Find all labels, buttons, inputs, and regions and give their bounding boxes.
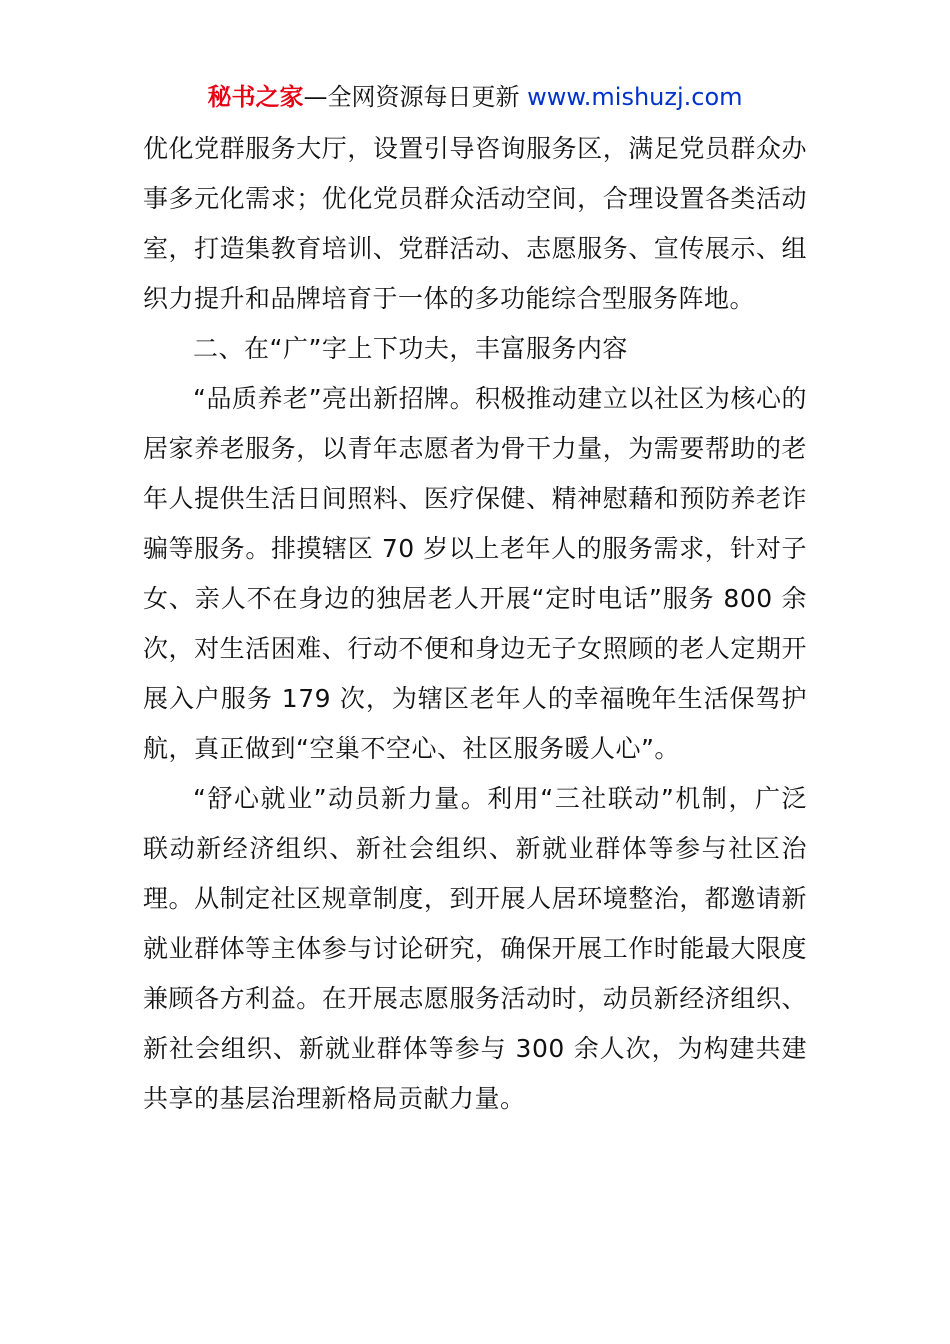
brand-name: 秘书之家 [207, 83, 304, 111]
watermark-header [0, 80, 950, 114]
paragraph-employment: “舒心就业”动员新力量。利用“三社联动”机制，广泛联动新经济组织、新社会组织、新就业群体等参与社区治理。从制定社区规章制度，到开展人居环境整治，都邀请新就业群体等主体参与讨论研究，确保开展工作时能最大限度兼顾各方利益。在开展志愿服务活动时，动员新经济组织、新社会组织、新就业群体等参与 300 余人次，为构建共建共享的基层治理新格局贡献力量。 [143, 784, 807, 1113]
paragraph-elderly-care: “品质养老”亮出新招牌。积极推动建立以社区为核心的居家养老服务，以青年志愿者为骨干力量，为需要帮助的老年人提供生活日间照料、医疗保健、精神慰藉和预防养老诈骗等服务。排摸辖区 70 岁以上老年人的服务需求，针对子女、亲人不在身边的独居老人开展“定时电话”服务 800 余次，对生活困难、行动不便和身边无子女照顾的老人定期开展入户服务 179 次，为辖区老年人的幸福晚年生活保驾护航，真正做到“空巢不空心、社区服务暖人心”。 [143, 384, 807, 763]
section-heading: 二、在“广”字上下功夫，丰富服务内容 [193, 334, 628, 363]
document-body [143, 124, 807, 1124]
header-tagline: —全网资源每日更新 [303, 83, 520, 111]
paragraph-continued: 优化党群服务大厅，设置引导咨询服务区，满足党员群众办事多元化需求；优化党员群众活动空间，合理设置各类活动室，打造集教育培训、党群活动、志愿服务、宣传展示、组织力提升和品牌培育于一体的多功能综合型服务阵地。 [143, 134, 807, 313]
site-url: www.mishuzj.com [519, 83, 743, 111]
